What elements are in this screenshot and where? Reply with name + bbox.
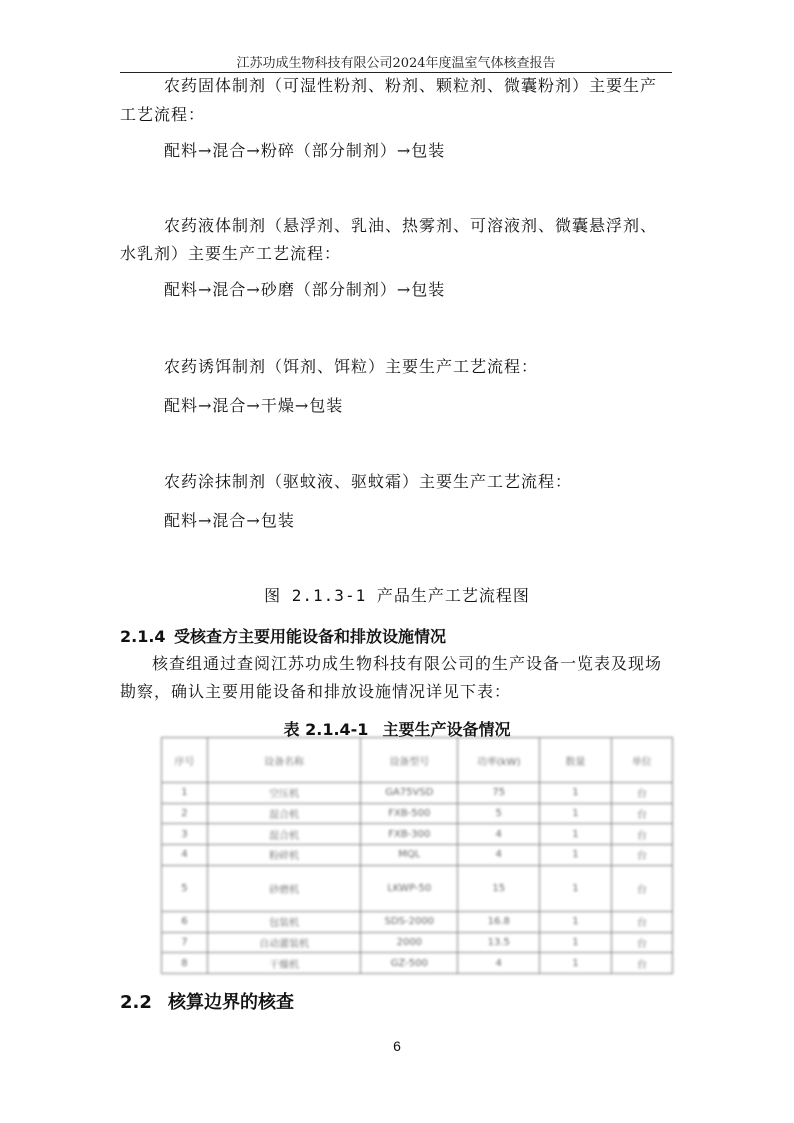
liquid-intro-line2: 水乳剂）主要生产工艺流程：: [120, 244, 342, 263]
table-cell: GZ-500: [361, 953, 458, 974]
table-cell: GA75VSD: [361, 783, 458, 804]
table-cell: 4: [458, 953, 540, 974]
table-cell: 台: [611, 911, 672, 932]
table-row: [162, 845, 673, 866]
table-cell: LKWP-50: [361, 865, 458, 911]
page-header-title: 江苏功成生物科技有限公司2024年度温室气体核查报告: [236, 56, 556, 71]
equipment-table-wrapper: [161, 737, 673, 974]
column-header: 序号: [162, 738, 208, 783]
table-cell: 13.5: [458, 932, 540, 953]
solid-flow: 配料→混合→粉碎（部分制剂）→包装: [164, 141, 446, 160]
table-row: [162, 932, 673, 953]
table-cell: 1: [540, 953, 612, 974]
table-cell: 7: [162, 932, 208, 953]
table-cell: 1: [540, 865, 612, 911]
liquid-intro-line1: 农药液体制剂（悬浮剂、乳油、热雾剂、可溶液剂、微囊悬浮剂、: [164, 216, 658, 235]
section-heading-2-1-4: [120, 624, 446, 647]
table-body: [162, 783, 673, 974]
column-header: 设备型号: [361, 738, 458, 783]
table-cell: 台: [611, 953, 672, 974]
table-cell: 1: [540, 911, 612, 932]
table-cell: 2: [162, 803, 208, 824]
header-rule: [120, 72, 672, 73]
table-cell: 1: [540, 824, 612, 845]
solid-intro-line2: 工艺流程：: [120, 105, 206, 124]
table-cell: 1: [162, 783, 208, 804]
table-cell: 自动灌装机: [207, 932, 360, 953]
column-header: 功率(kW): [458, 738, 540, 783]
table-cell: SDS-2000: [361, 911, 458, 932]
table-cell: 8: [162, 953, 208, 974]
table-cell: 空压机: [207, 783, 360, 804]
table-row: [162, 865, 673, 911]
table-cell: 5: [458, 803, 540, 824]
table-row: [162, 783, 673, 804]
table-row: [162, 953, 673, 974]
table-cell: 2000: [361, 932, 458, 953]
table-row: [162, 824, 673, 845]
table-cell: 包装机: [207, 911, 360, 932]
bait-flow: 配料→混合→干燥→包装: [164, 396, 344, 415]
equipment-table: [161, 737, 673, 974]
section-title: 核算边界的核查: [168, 992, 294, 1013]
table-cell: 混合机: [207, 824, 360, 845]
table-cell: 粉碎机: [207, 845, 360, 866]
table-cell: 4: [458, 824, 540, 845]
table-title: 主要生产设备情况: [382, 720, 511, 739]
section-heading-2-2: [120, 988, 294, 1014]
smear-flow: 配料→混合→包装: [164, 511, 295, 530]
table-cell: 16.8: [458, 911, 540, 932]
table-cell: 砂磨机: [207, 865, 360, 911]
figure-caption: 图 2.1.3-1 产品生产工艺流程图: [264, 586, 530, 605]
table-cell: 1: [540, 932, 612, 953]
table-cell: 1: [540, 803, 612, 824]
section-title: 受核查方主要用能设备和排放设施情况: [174, 627, 447, 646]
column-header: 数量: [540, 738, 612, 783]
table-cell: 混合机: [207, 803, 360, 824]
table-cell: 1: [540, 845, 612, 866]
table-cell: 台: [611, 824, 672, 845]
column-header: 单位: [611, 738, 672, 783]
table-cell: 5: [162, 865, 208, 911]
table-cell: 台: [611, 845, 672, 866]
column-header: 设备名称: [207, 738, 360, 783]
table-cell: 15: [458, 865, 540, 911]
table-cell: 干燥机: [207, 953, 360, 974]
table-cell: 1: [540, 783, 612, 804]
table-cell: 4: [458, 845, 540, 866]
table-cell: 3: [162, 824, 208, 845]
page-number: 6: [393, 1038, 401, 1054]
smear-intro: 农药涂抹制剂（驱蚊液、驱蚊霜）主要生产工艺流程：: [164, 472, 573, 491]
table-row: [162, 911, 673, 932]
section-number: 2.2: [120, 992, 152, 1013]
bait-intro: 农药诱饵制剂（饵剂、饵粒）主要生产工艺流程：: [164, 357, 539, 376]
liquid-flow: 配料→混合→砂磨（部分制剂）→包装: [164, 280, 446, 299]
table-cell: FXB-300: [361, 824, 458, 845]
table-cell: MQL: [361, 845, 458, 866]
section-para-line2: 勘察，确认主要用能设备和排放设施情况详见下表：: [120, 682, 512, 701]
table-cell: 台: [611, 932, 672, 953]
section-number: 2.1.4: [120, 627, 166, 646]
table-cell: 台: [611, 803, 672, 824]
table-cell: 台: [611, 865, 672, 911]
table-cell: FXB-500: [361, 803, 458, 824]
table-cell: 75: [458, 783, 540, 804]
table-cell: 6: [162, 911, 208, 932]
table-cell: 台: [611, 783, 672, 804]
section-para-line1: 核查组通过查阅江苏功成生物科技有限公司的生产设备一览表及现场: [152, 654, 663, 673]
table-header-row: [162, 738, 673, 783]
table-row: [162, 803, 673, 824]
solid-intro-line1: 农药固体制剂（可湿性粉剂、粉剂、颗粒剂、微囊粉剂）主要生产: [164, 76, 658, 95]
table-cell: 4: [162, 845, 208, 866]
table-number: 表 2.1.4-1: [283, 720, 369, 739]
